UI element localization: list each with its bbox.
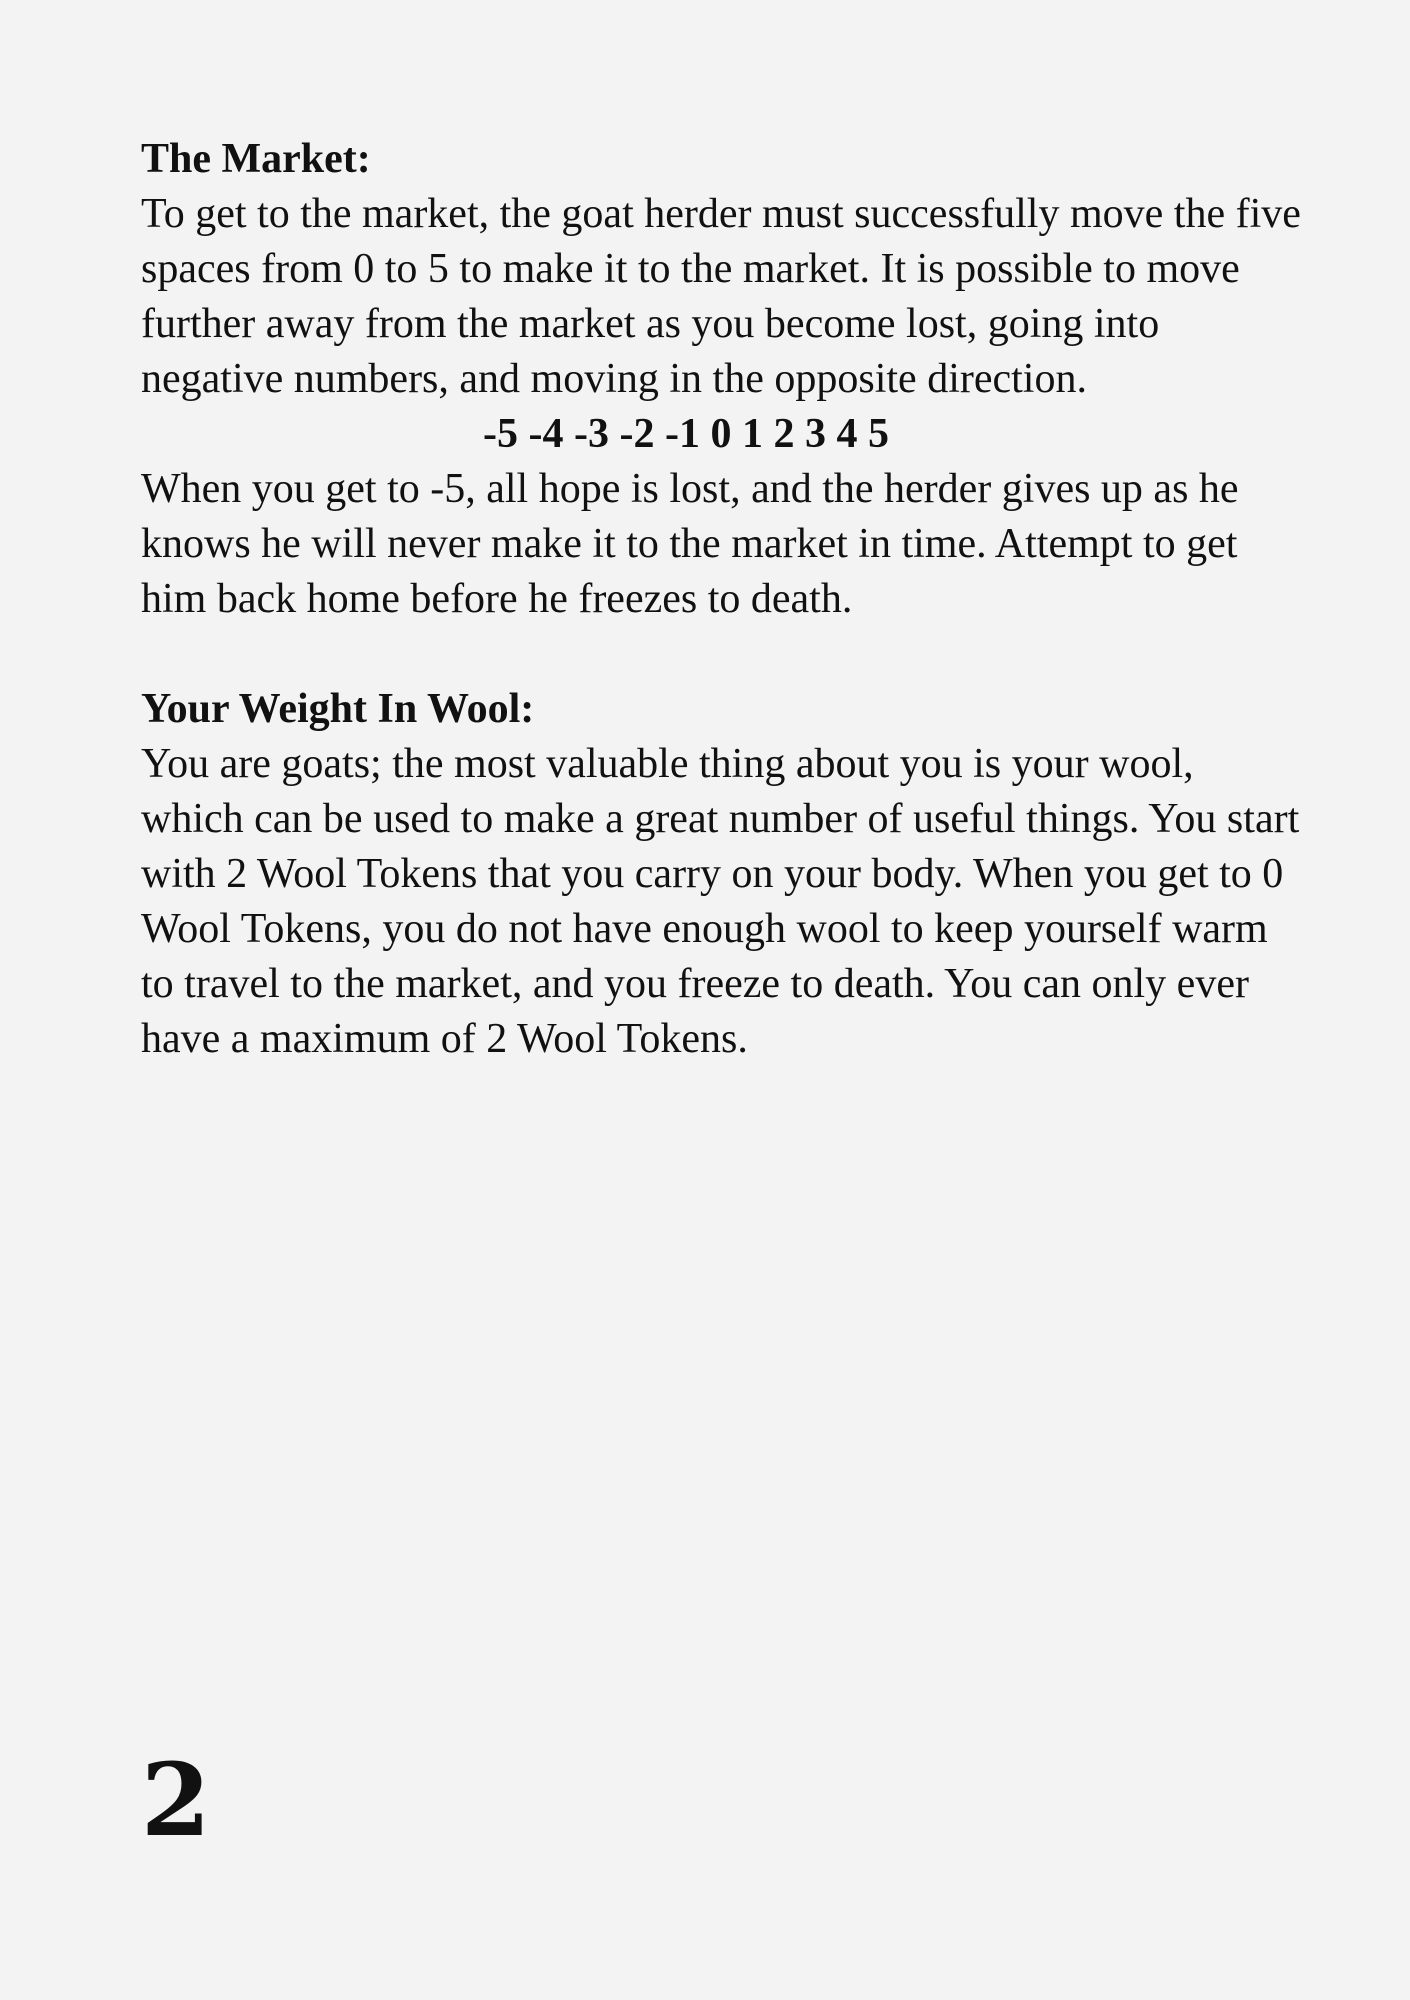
- section-the-market: [141, 132, 1301, 627]
- wool-paragraph: You are goats; the most valuable thing about you is your wool, which can be used to make a great number of useful things. You start with 2 Wool Tokens that you carry on your body. When you get to 0 Wool Tokens, you do not have enough wool to keep yourself warm to travel to the market, and you freeze to death. You can only ever have a maximum of 2 Wool Tokens.: [141, 741, 1300, 1062]
- page-number: 2: [141, 1741, 211, 1859]
- market-number-line: -5 -4 -3 -2 -1 0 1 2 3 4 5: [483, 411, 889, 457]
- section-heading-market: The Market:: [141, 136, 371, 182]
- section-heading-wool: Your Weight In Wool:: [141, 686, 535, 732]
- market-paragraph-lost: When you get to -5, all hope is lost, and the herder gives up as he knows he will never make it to the market in time. Attempt to get him back home before he freezes to death.: [141, 466, 1239, 622]
- page-content: [141, 132, 1301, 1067]
- section-spacer: [141, 627, 1301, 682]
- market-paragraph-intro: To get to the market, the goat herder must successfully move the five spaces from 0 to 5 to make it to the market. It is possible to move further away from the market as you become lost, going into negative numbers, and moving in the opposite direction.: [141, 191, 1301, 402]
- section-weight-in-wool: [141, 682, 1301, 1067]
